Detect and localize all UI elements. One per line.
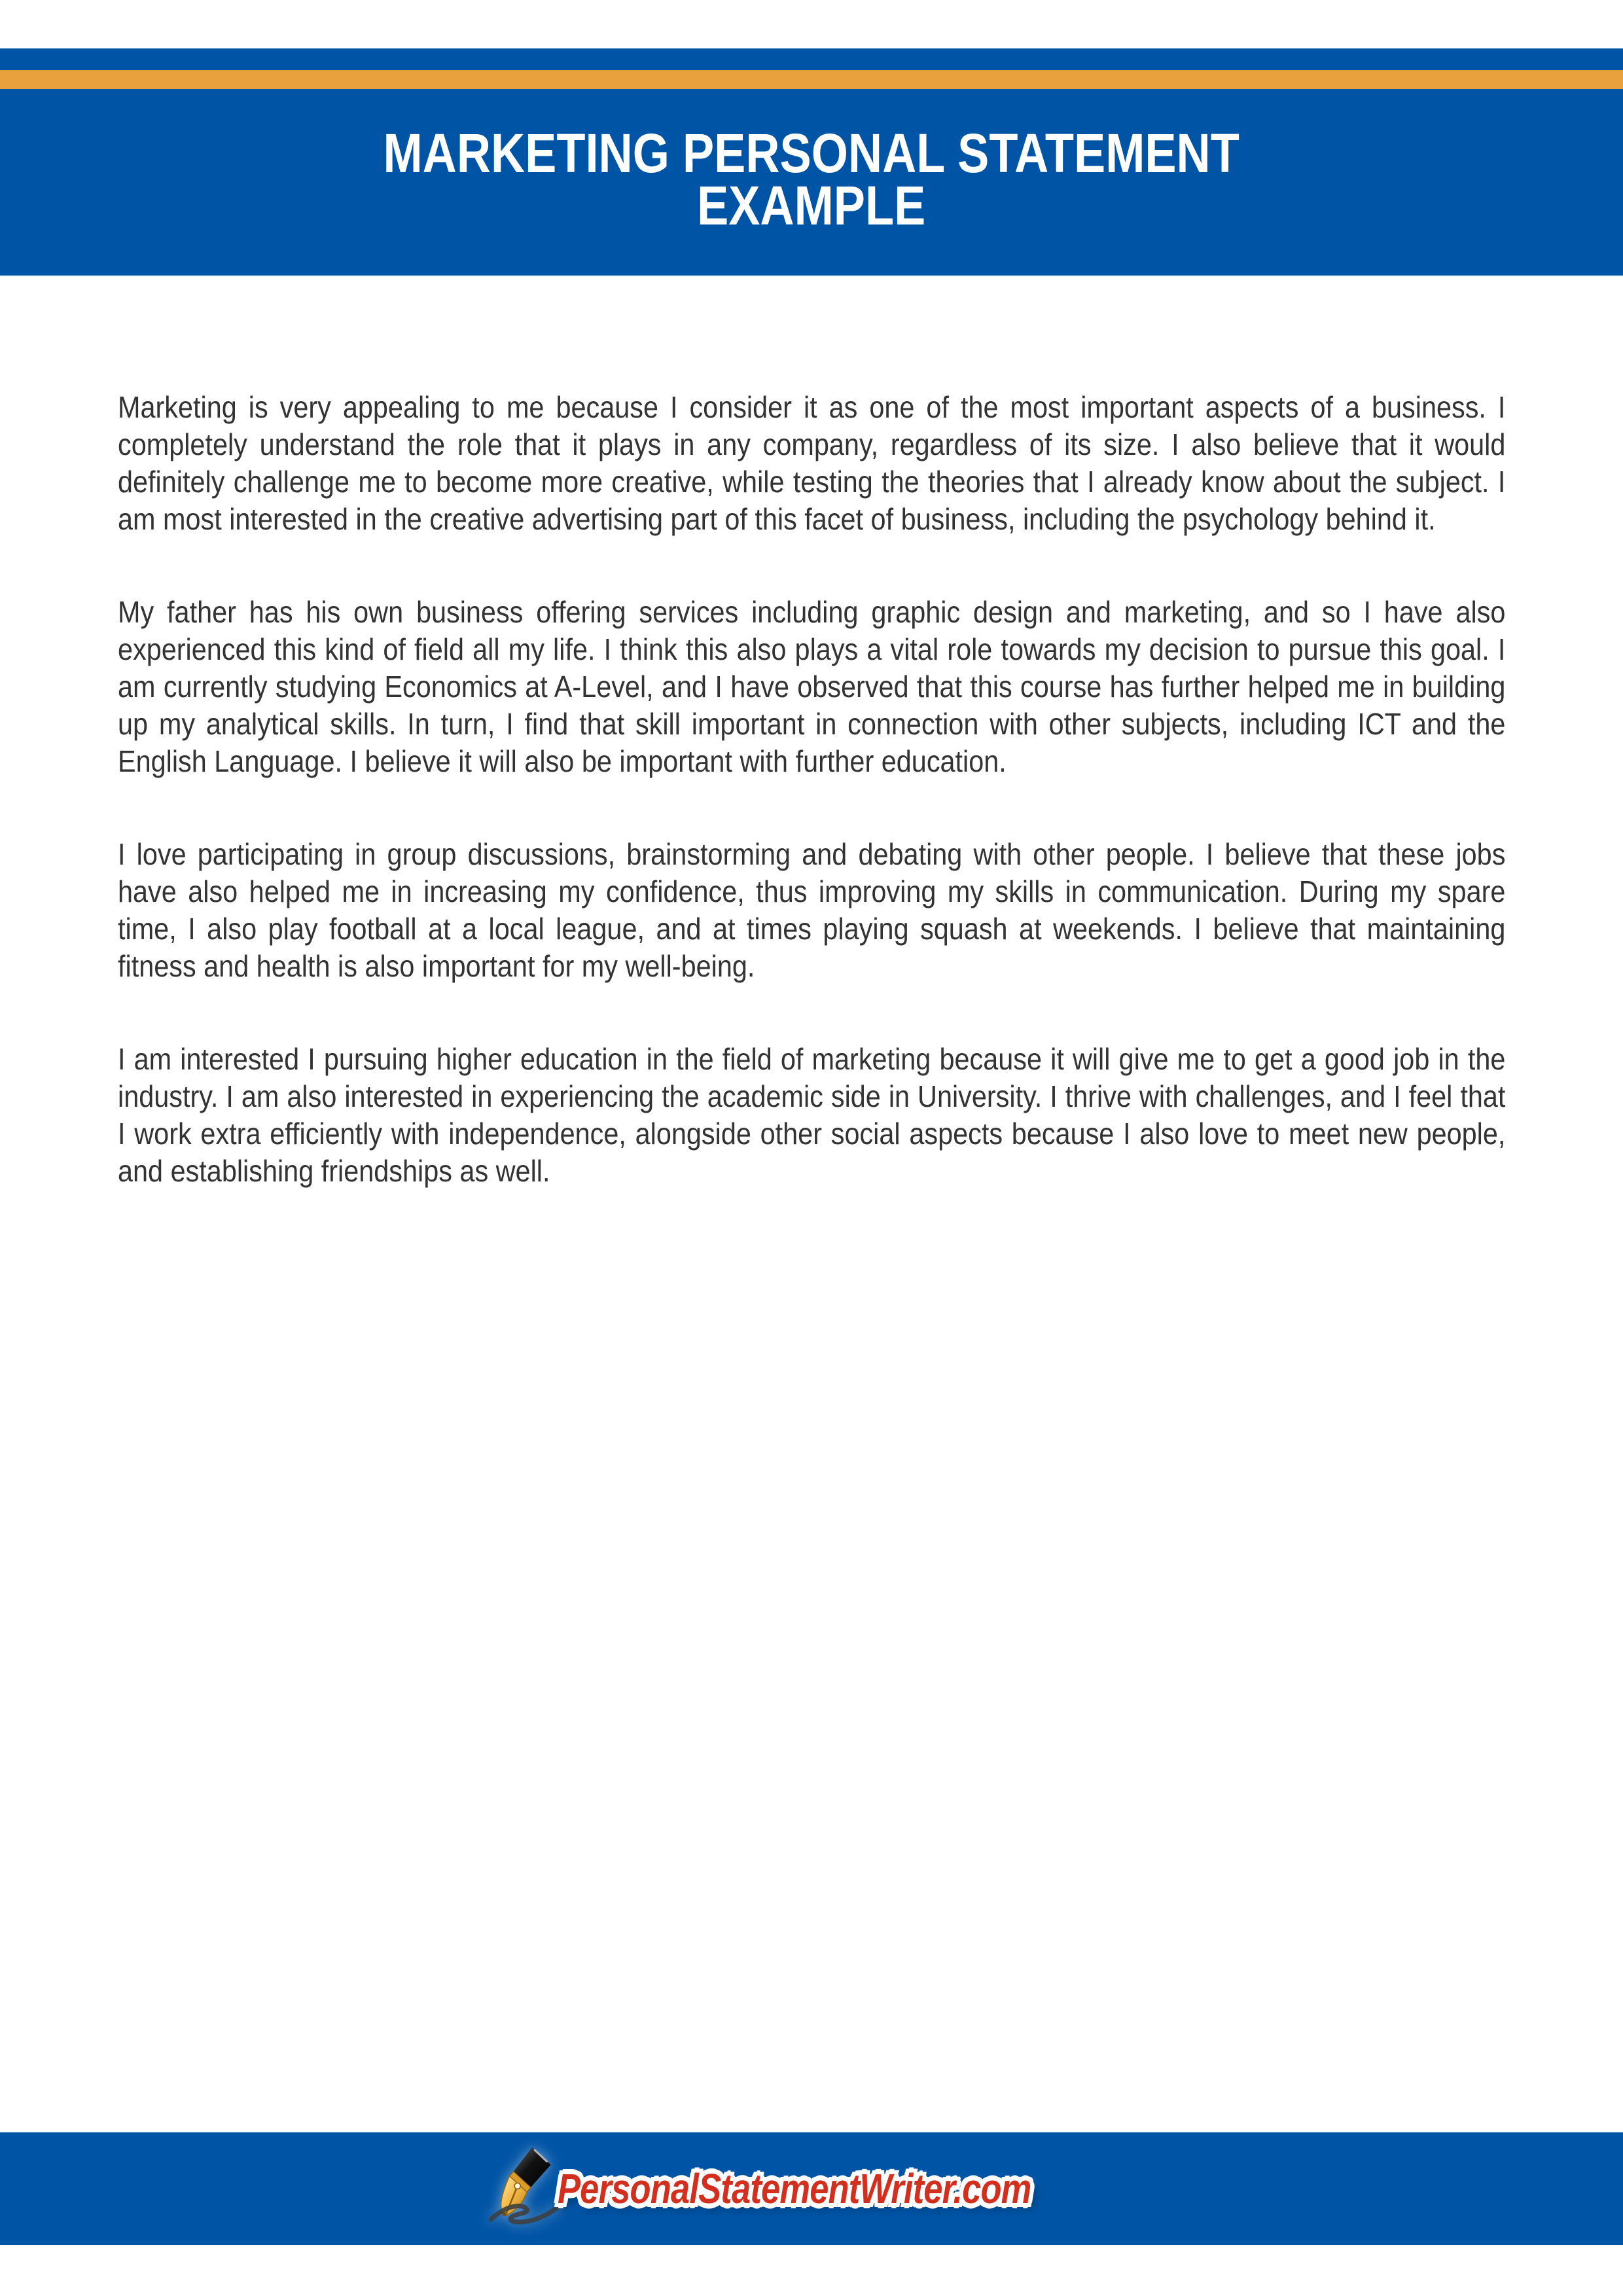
site-logo[interactable] (488, 2147, 1135, 2230)
page-title (383, 122, 1240, 236)
fountain-pen-icon (488, 2144, 568, 2230)
header-accent-stripe (0, 70, 1623, 89)
paragraph-4: I am interested I pursuing higher education in the field of marketing because it will give me to get a good job in the industry. I am also interested in experiencing the academic side in University. I thrive with challenges, and I feel that I work extra efficiently with independence, alongside other social aspects because I also love to meet new people, and establishing friendships as well. (118, 1042, 1506, 1188)
page-title-line1: MARKETING PERSONAL STATEMENT (383, 122, 1240, 184)
statement-body (118, 389, 1505, 1246)
site-logo-text: PersonalStatementWriter.com (557, 2165, 1031, 2212)
header-banner (0, 89, 1623, 276)
paragraph-2: My father has his own business offering services including graphic design and marketing, and so I have also experienced this kind of field all my life. I think this also plays a vital role towards my decision to pursue this goal. I am currently studying Economics at A-Level, and I have observed that this course has further helped me in building up my analytical skills. In turn, I find that skill important in connection with other subjects, including ICT and the English Language. I believe it will also be important with further education. (118, 595, 1506, 778)
header-top-band (0, 48, 1623, 70)
paragraph-3: I love participating in group discussions, brainstorming and debating with other people. I believe that these jobs have also helped me in increasing my confidence, thus improving my skills in communication. During my spare time, I also play football at a local league, and at times playing squash at weekends. I believe that maintaining fitness and health is also important for my well-being. (118, 837, 1506, 983)
page-title-line2: EXAMPLE (697, 174, 926, 236)
footer-banner (0, 2132, 1623, 2245)
paragraph-1: Marketing is very appealing to me because I consider it as one of the most important aspects of a business. I completely understand the role that it plays in any company, regardless of its size. I also believe that it would definitely challenge me to become more creative, while testing the theories that I already know about the subject. I am most interested in the creative advertising part of this facet of business, including the psychology behind it. (118, 390, 1506, 536)
